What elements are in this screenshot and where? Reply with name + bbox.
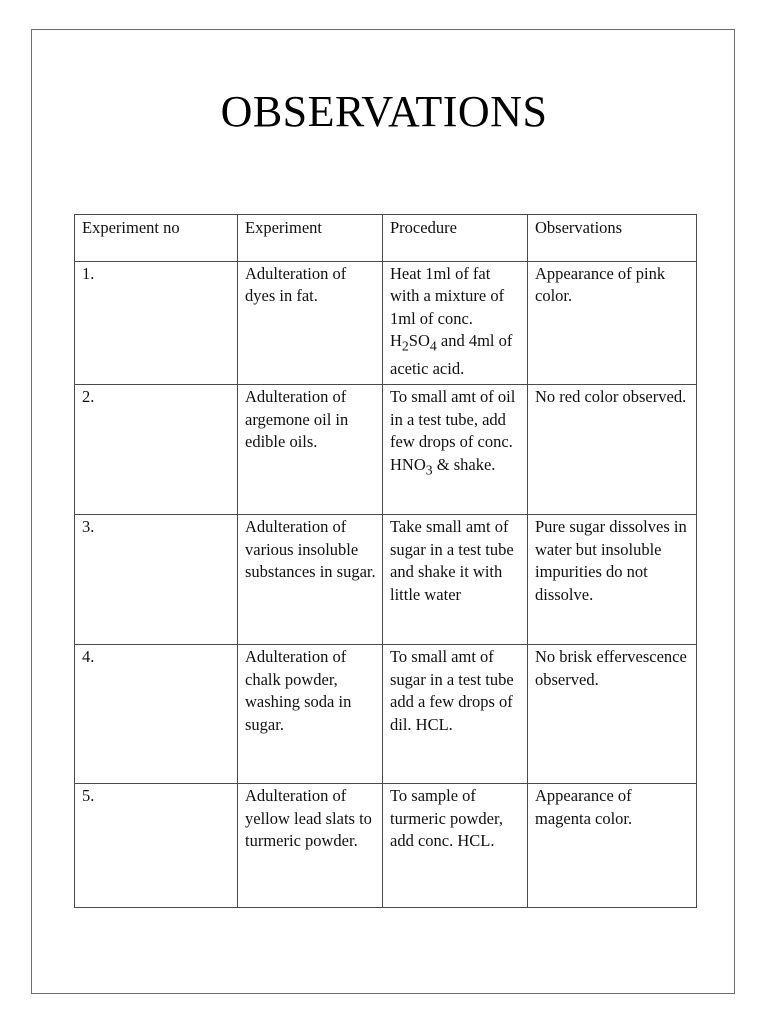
- subscript: 2: [401, 338, 409, 354]
- cell-procedure: [383, 385, 528, 515]
- procedure-text: To small amt of oil in a test tube, add few drops of conc. HNO: [390, 387, 516, 474]
- cell-observation: Pure sugar dissolves in water but insoluble impurities do not dissolve.: [528, 515, 697, 645]
- page-title: OBSERVATIONS: [220, 87, 548, 136]
- procedure-text: & shake.: [432, 454, 496, 474]
- procedure-text: Heat 1ml of fat with a mixture of 1ml of conc. H: [390, 264, 505, 351]
- cell-experiment-no: 5.: [75, 784, 238, 908]
- cell-observation: Appearance of magenta color.: [528, 784, 697, 908]
- cell-procedure: [383, 262, 528, 385]
- cell-observation: No red color observed.: [528, 385, 697, 515]
- cell-observation: Appearance of pink color.: [528, 262, 697, 385]
- cell-experiment: Adulteration of argemone oil in edible oils.: [238, 385, 383, 515]
- cell-experiment-no: 2.: [75, 385, 238, 515]
- cell-experiment-no: 3.: [75, 515, 238, 645]
- header-experiment-no: Experiment no: [75, 215, 238, 262]
- subscript: 4: [429, 338, 437, 354]
- table-row: [75, 645, 697, 784]
- cell-procedure: Take small amt of sugar in a test tube and shake it with little water: [383, 515, 528, 645]
- table-row: [75, 515, 697, 645]
- cell-experiment: Adulteration of chalk powder, washing soda in sugar.: [238, 645, 383, 784]
- cell-experiment-no: 4.: [75, 645, 238, 784]
- cell-experiment: Adulteration of yellow lead slats to turmeric powder.: [238, 784, 383, 908]
- subscript: 3: [425, 461, 433, 477]
- procedure-text: and 4ml of acetic acid.: [390, 331, 513, 378]
- table-row: [75, 784, 697, 908]
- table-header-row: [75, 215, 697, 262]
- header-observations: Observations: [528, 215, 697, 262]
- header-procedure: Procedure: [383, 215, 528, 262]
- cell-experiment-no: 1.: [75, 262, 238, 385]
- procedure-text: SO: [408, 331, 430, 351]
- cell-experiment: Adulteration of dyes in fat.: [238, 262, 383, 385]
- cell-experiment: Adulteration of various insoluble substances in sugar.: [238, 515, 383, 645]
- cell-procedure: To small amt of sugar in a test tube add a few drops of dil. HCL.: [383, 645, 528, 784]
- header-experiment: Experiment: [238, 215, 383, 262]
- observations-table: [74, 214, 697, 908]
- table-row: [75, 262, 697, 385]
- table-row: [75, 385, 697, 515]
- cell-procedure: To sample of turmeric powder, add conc. HCL.: [383, 784, 528, 908]
- cell-observation: No brisk effervescence observed.: [528, 645, 697, 784]
